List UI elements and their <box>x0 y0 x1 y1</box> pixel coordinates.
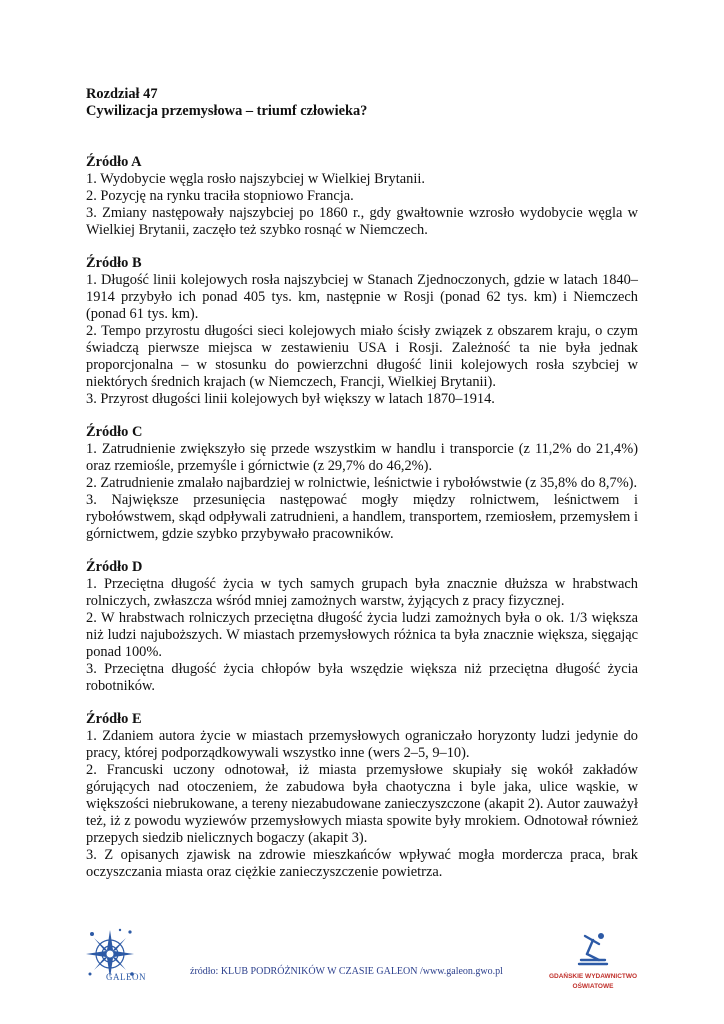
source-section-d <box>86 559 638 695</box>
document-page <box>86 86 638 897</box>
source-item: 1. Zatrudnienie zwiększyło się przede wszystkim w handlu i transporcie (z 11,2% do 21,4%) oraz rzemiośle, przemyśle i górnictwie (z 29,7% do 46,2%). <box>86 441 638 474</box>
chapter-label: Rozdział 47 <box>86 86 158 102</box>
source-item: 3. Przyrost długości linii kolejowych był większy w latach 1870–1914. <box>86 391 495 407</box>
source-heading: Źródło B <box>86 255 142 271</box>
page-footer <box>0 920 724 1000</box>
chapter-title: Cywilizacja przemysłowa – triumf człowieka? <box>86 103 368 119</box>
source-item: 3. Z opisanych zjawisk na zdrowie mieszkańców wpływać mogła mordercza praca, brak oczyszczania miasta oraz ciężkie zanieczyszczenie powietrza. <box>86 847 638 880</box>
gwo-figure-icon <box>573 930 613 966</box>
source-section-a <box>86 154 638 239</box>
source-item: 1. Przeciętna długość życia w tych samych grupach była znacznie dłuższa w hrabstwach rolniczych, zwłaszcza wśród mniej zamożnych warstw, żyjących z pracy fizycznej. <box>86 576 638 609</box>
source-item: 3. Największe przesunięcia następować mogły między rolnictwem, leśnictwem i rybołówstwem, skąd odpływali zatrudnieni, a handlem, transportem, rzemiosłem, przemysłem i górnictwem, gdzie szybko przybywało pracowników. <box>86 492 638 542</box>
source-item: 2. Pozycję na rynku traciła stopniowo Francja. <box>86 188 354 204</box>
source-item: 2. Francuski uczony odnotował, iż miasta przemysłowe skupiały się wokół zakładów górujących nad otoczeniem, że zabudowa była chaotyczna i byle jaka, ulice wąskie, w większości niebrukowane, a tereny niezabudowane zanieczyszczone (akapit 2). Autor zauważył też, iż z powodu wyziewów przemysłowych miasta spowite były mrokiem. Odnotował również przepych siedzib nielicznych bogaczy (akapit 3). <box>86 762 638 846</box>
source-item: 1. Wydobycie węgla rosło najszybciej w Wielkiej Brytanii. <box>86 171 425 187</box>
source-item: 3. Zmiany następowały najszybciej po 1860 r., gdy gwałtownie wzrosło wydobycie węgla w Wielkiej Brytanii, zaczęło też szybko rosnąć w Niemczech. <box>86 205 638 238</box>
source-section-e <box>86 711 638 881</box>
source-section-b <box>86 255 638 408</box>
source-item: 2. W hrabstwach rolniczych przeciętna długość życia ludzi zamożnych była o ok. 1/3 większa niż ludzi najuboższych. W miastach przemysłowych różnica ta była znacznie większa, sięgając ponad 100%. <box>86 610 638 660</box>
source-item: 3. Przeciętna długość życia chłopów była wszędzie większa niż przeciętna długość życia robotników. <box>86 661 638 694</box>
galeon-compass-icon <box>86 926 146 996</box>
source-item: 2. Zatrudnienie zmalało najbardziej w rolnictwie, leśnictwie i rybołówstwie (z 35,8% do 8,7%). <box>86 475 638 491</box>
gwo-logo-line2: OŚWIATOWE <box>572 983 614 990</box>
galeon-logo <box>86 926 146 996</box>
galeon-logo-text: GALEON <box>106 972 146 982</box>
source-item: 1. Długość linii kolejowych rosła najszybciej w Stanach Zjednoczonych, gdzie w latach 1840–1914 przybyło ich ponad 405 tys. km, następnie w Rosji (ponad 62 tys. km) i Niemczech (ponad 61 tys. km). <box>86 272 638 322</box>
gwo-logo <box>548 930 638 996</box>
source-item: 1. Zdaniem autora życie w miastach przemysłowych ograniczało horyzonty ludzi jedynie do pracy, której podporządkowywali wszystko inne (wers 2–5, 9–10). <box>86 728 638 761</box>
source-heading: Źródło A <box>86 154 142 170</box>
source-heading: Źródło C <box>86 424 143 440</box>
source-heading: Źródło E <box>86 711 142 727</box>
source-item: 2. Tempo przyrostu długości sieci kolejowych miało ścisły związek z obszarem kraju, o czym świadczą pierwsze miejsca w zestawieniu USA i Rosji. Zależność ta nie była jednak proporcjonalna – w stosunku do powierzchni długość linii kolejowych rosła szybciej w niektórych średnich krajach (w Niemczech, Francji, Wielkiej Brytanii). <box>86 323 638 390</box>
footer-credit: źródło: KLUB PODRÓŻNIKÓW W CZASIE GALEON /www.galeon.gwo.pl <box>190 966 503 977</box>
source-heading: Źródło D <box>86 559 143 575</box>
source-section-c <box>86 424 638 543</box>
gwo-logo-line1: GDAŃSKIE WYDAWNICTWO <box>548 973 638 980</box>
